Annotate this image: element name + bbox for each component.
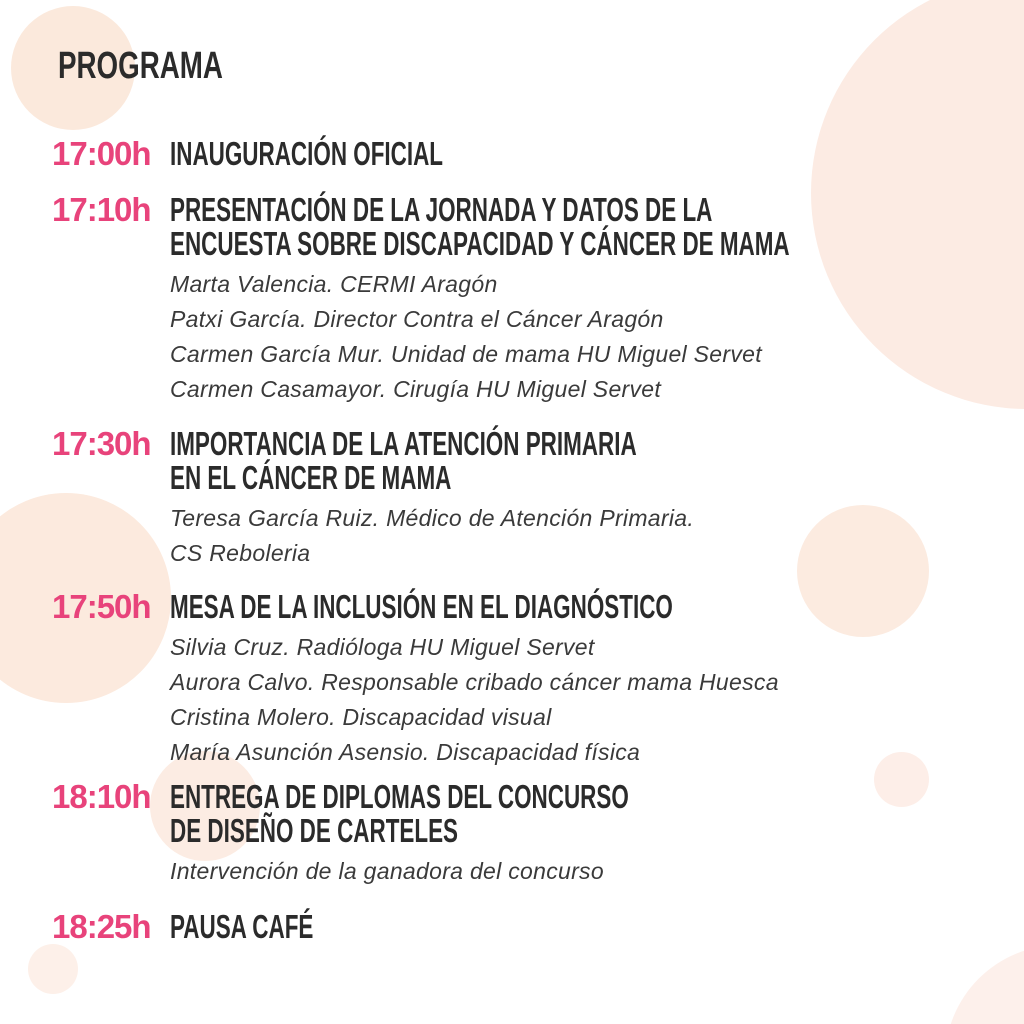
decorative-circle-bottom-left: [28, 944, 78, 994]
item-content: [170, 590, 970, 770]
title-line: ENTREGA DE DIPLOMAS DEL CONCURSO: [170, 778, 629, 815]
item-title: [170, 780, 970, 848]
speaker-line: Cristina Molero. Discapacidad visual: [170, 704, 552, 730]
item-content: [170, 427, 970, 571]
speaker-line: Carmen Casamayor. Cirugía HU Miguel Servet: [170, 376, 662, 402]
item-time: 17:30h: [52, 425, 151, 462]
item-content: [170, 910, 970, 944]
title-line: EN EL CÁNCER DE MAMA: [170, 459, 452, 496]
speaker-line: Aurora Calvo. Responsable cribado cáncer mama Huesca: [170, 669, 779, 695]
title-line: MESA DE LA INCLUSIÓN EN EL DIAGNÓSTICO: [170, 588, 673, 625]
title-line: INAUGURACIÓN OFICIAL: [170, 135, 444, 172]
speaker-line: Patxi García. Director Contra el Cáncer Aragón: [170, 306, 664, 332]
item-time: 17:50h: [52, 588, 151, 625]
speaker-line: Teresa García Ruiz. Médico de Atención Primaria.: [170, 505, 695, 531]
item-time: 17:10h: [52, 191, 151, 228]
item-time: 17:00h: [52, 135, 151, 172]
title-line: IMPORTANCIA DE LA ATENCIÓN PRIMARIA: [170, 425, 637, 462]
item-speakers: [170, 501, 970, 571]
speaker-line: Marta Valencia. CERMI Aragón: [170, 271, 498, 297]
item-content: [170, 193, 970, 407]
item-content: [170, 780, 970, 889]
title-line: PRESENTACIÓN DE LA JORNADA Y DATOS DE LA: [170, 191, 713, 228]
speaker-line: Silvia Cruz. Radióloga HU Miguel Servet: [170, 634, 595, 660]
item-title: [170, 590, 970, 624]
page-title: PROGRAMA: [58, 45, 223, 87]
item-title: [170, 137, 970, 171]
title-line: PAUSA CAFÉ: [170, 908, 314, 945]
item-speakers: [170, 630, 970, 770]
item-title: [170, 193, 970, 261]
item-speakers: [170, 854, 970, 889]
item-speakers: [170, 267, 970, 407]
speaker-line: Carmen García Mur. Unidad de mama HU Miguel Servet: [170, 341, 762, 367]
title-line: ENCUESTA SOBRE DISCAPACIDAD Y CÁNCER DE MAMA: [170, 225, 790, 262]
speaker-line: Intervención de la ganadora del concurso: [170, 858, 604, 884]
item-content: [170, 137, 970, 171]
title-line: DE DISEÑO DE CARTELES: [170, 812, 459, 849]
item-time: 18:10h: [52, 778, 151, 815]
speaker-line: María Asunción Asensio. Discapacidad física: [170, 739, 641, 765]
speaker-line: CS Reboleria: [170, 540, 311, 566]
item-title: [170, 910, 970, 944]
item-time: 18:25h: [52, 908, 151, 945]
decorative-circle-bottom-right: [945, 945, 1024, 1024]
item-title: [170, 427, 970, 495]
